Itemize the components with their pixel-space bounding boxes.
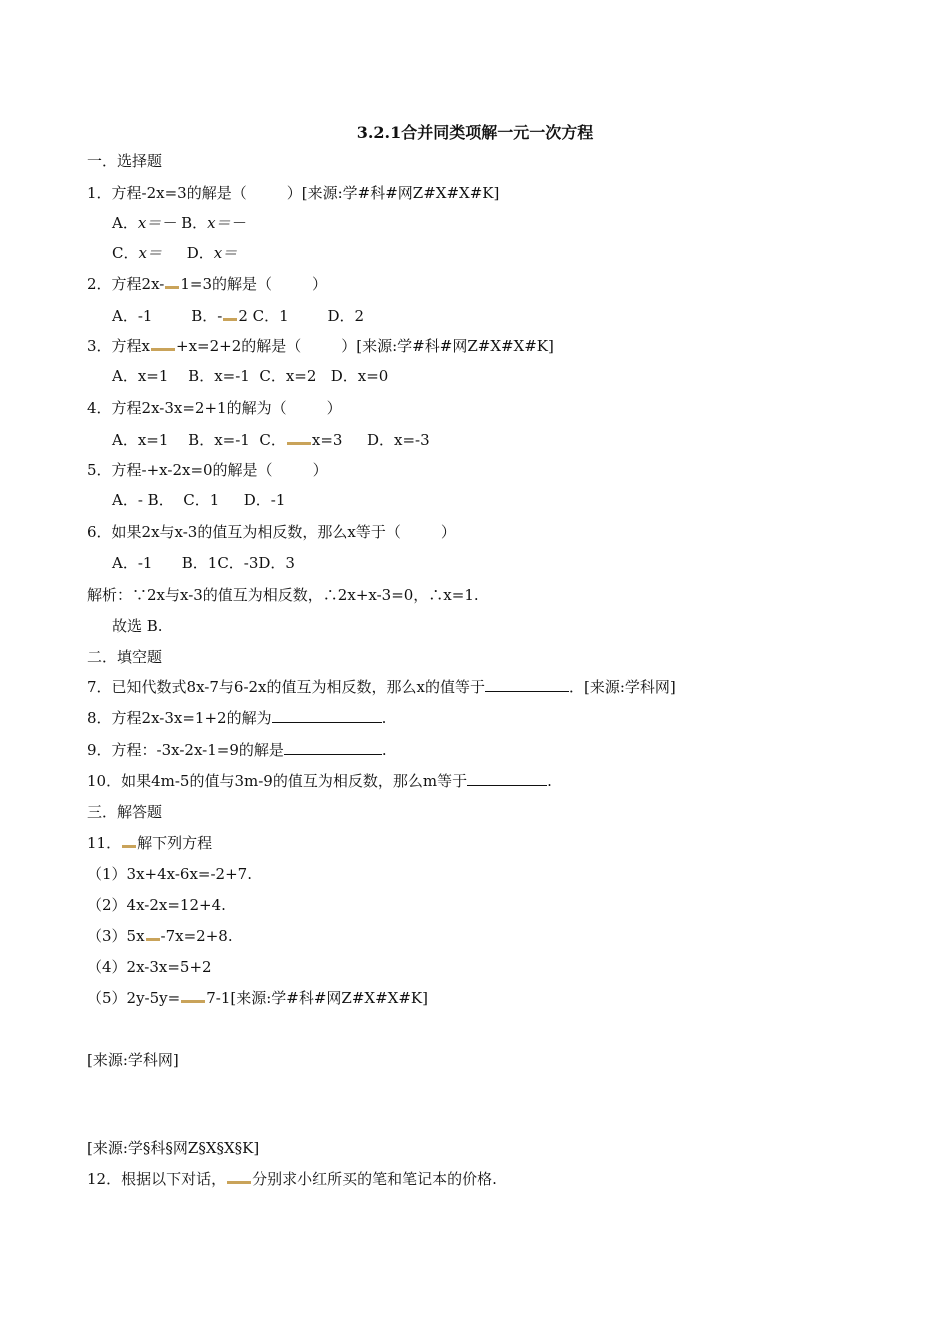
section-heading-solve: 三．解答题 — [87, 803, 163, 821]
option-a-value: x＝－ — [137, 214, 177, 232]
question-10-stem: 10．如果4m-5的值与3m-9的值互为相反数，那么m等于 — [87, 772, 468, 790]
question-10 — [87, 771, 552, 791]
answer-blank[interactable] — [284, 740, 382, 755]
watermark-mark — [146, 938, 160, 941]
option-b-label: B． — [181, 214, 208, 232]
question-11-stem-b: 解下列方程 — [137, 834, 213, 852]
section-heading-choice: 一．选择题 — [87, 152, 163, 170]
question-9 — [87, 740, 387, 760]
question-11-part-3-a: （3）5x — [87, 927, 145, 945]
question-5-stem: 5．方程-+x-2x=0的解是（ — [87, 461, 273, 479]
question-7-tail: ．[来源:学科网] — [568, 678, 676, 696]
question-2-stem-end: ） — [312, 275, 328, 293]
question-3 — [87, 336, 554, 356]
question-6-stem: 6．如果2x与x-3的值互为相反数，那么x等于（ — [87, 523, 401, 541]
question-1 — [87, 183, 499, 203]
watermark-mark — [122, 845, 136, 848]
question-4-options-b: x=3 D．x=-3 — [311, 431, 430, 449]
option-d: D．2 — [327, 307, 365, 325]
question-7-stem: 7．已知代数式8x-7与6-2x的值互为相反数，那么x的值等于 — [87, 678, 485, 696]
question-4-stem: 4．方程2x-3x=2+1的解为（ — [87, 399, 287, 417]
question-5 — [87, 460, 328, 480]
question-1-stem-end: ）[来源:学#科#网Z#X#X#K] — [286, 184, 500, 202]
option-d-value: x＝ — [213, 244, 238, 262]
question-4-options-a: A．x=1 B．x=-1 C． — [112, 431, 286, 449]
question-2-stem-a: 2．方程2x- — [87, 275, 165, 293]
question-8-stem: 8．方程2x-3x=1+2的解为 — [87, 709, 272, 727]
question-7 — [87, 677, 676, 697]
watermark-mark — [151, 348, 175, 351]
option-d-label: D． — [186, 244, 214, 262]
option-b-b: 2 — [238, 307, 248, 325]
watermark-mark — [181, 1000, 205, 1003]
question-11-part-2: （2）4x-2x=12+4. — [87, 896, 226, 914]
question-12-stem-b: 分别求小红所买的笔和笔记本的价格. — [252, 1170, 497, 1188]
source-note-2: [来源:学§科§网Z§X§X§K] — [87, 1139, 260, 1157]
question-11-stem-a: 11． — [87, 834, 122, 852]
question-5-options: A．- B． C．1 D．-1 — [112, 491, 286, 509]
analysis-line-1: 解析：∵2x与x-3的值互为相反数，∴2x+x-3=0，∴x=1. — [87, 586, 479, 604]
question-11 — [87, 833, 212, 853]
question-3-stem-b: +x=2+2的解是（ — [176, 337, 302, 355]
question-6-options: A．-1 B．1C．-3D．3 — [112, 554, 295, 572]
option-c-value: x＝ — [138, 244, 162, 262]
watermark-mark — [227, 1181, 251, 1184]
question-4-stem-end: ） — [326, 399, 342, 417]
source-note-1: [来源:学科网] — [87, 1051, 179, 1069]
question-11-part-5 — [87, 988, 428, 1008]
question-2-stem-b: 1=3的解是（ — [180, 275, 273, 293]
question-9-tail: . — [381, 741, 387, 759]
watermark-mark — [165, 286, 179, 289]
question-8 — [87, 708, 386, 728]
question-8-tail: . — [381, 709, 387, 727]
option-b-a: B．- — [191, 307, 223, 325]
analysis-line-2: 故选 B. — [112, 617, 163, 635]
question-1-stem: 1．方程-2x=3的解是（ — [87, 184, 247, 202]
option-a: A．-1 — [112, 307, 153, 325]
page-title: 3.2.1合并同类项解一元一次方程 — [356, 123, 594, 142]
question-6-stem-end: ） — [440, 523, 456, 541]
question-12-stem-a: 12．根据以下对话， — [87, 1170, 227, 1188]
option-c: C．1 — [252, 307, 289, 325]
answer-blank[interactable] — [485, 677, 569, 692]
answer-blank[interactable] — [272, 708, 382, 723]
question-3-stem-end: ）[来源:学#科#网Z#X#X#K] — [341, 337, 554, 355]
option-b-value: x＝－ — [207, 214, 246, 232]
answer-blank[interactable] — [467, 771, 547, 786]
question-4-options — [112, 430, 430, 450]
question-11-part-3-b: -7x=2+8. — [160, 927, 233, 945]
option-a-label: A． — [112, 214, 138, 232]
question-9-stem: 9．方程：-3x-2x-1=9的解是 — [87, 741, 284, 759]
question-11-part-4: （4）2x-3x=5+2 — [87, 958, 212, 976]
question-6 — [87, 522, 456, 542]
question-4 — [87, 398, 342, 418]
question-11-part-3 — [87, 926, 233, 946]
option-c-label: C． — [112, 244, 139, 262]
question-5-stem-end: ） — [312, 461, 328, 479]
question-3-options: A．x=1 B．x=-1 C．x=2 D．x=0 — [112, 367, 389, 385]
question-2-options — [112, 306, 364, 326]
question-2 — [87, 274, 327, 294]
question-1-options-cd — [112, 243, 237, 263]
question-12 — [87, 1169, 497, 1189]
question-3-stem-a: 3．方程x — [87, 337, 151, 355]
watermark-mark — [223, 318, 237, 321]
section-heading-fill: 二．填空题 — [87, 648, 163, 666]
watermark-mark — [287, 442, 311, 445]
question-11-part-5-b: 7-1[来源:学#科#网Z#X#X#K] — [206, 989, 428, 1007]
question-11-part-5-a: （5）2y-5y= — [87, 989, 181, 1007]
question-1-options-ab — [112, 213, 246, 233]
question-11-part-1: （1）3x+4x-6x=-2+7. — [87, 865, 252, 883]
question-10-tail: . — [547, 772, 552, 790]
